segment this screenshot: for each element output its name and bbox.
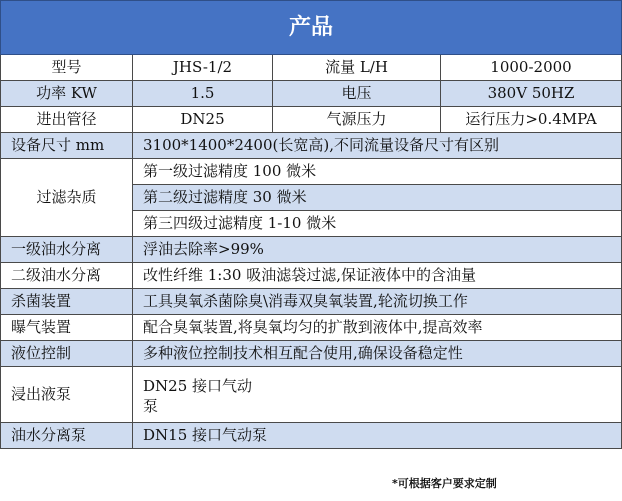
table-row bbox=[1, 55, 622, 81]
row-label-dimensions: 设备尺寸 mm bbox=[1, 133, 133, 159]
row-label-aeration: 曝气装置 bbox=[1, 315, 133, 341]
row-label-separation-pump: 油水分离泵 bbox=[1, 423, 133, 449]
row-label-primary-separation: 一级油水分离 bbox=[1, 237, 133, 263]
filtration-stage-3: 第三四级过滤精度 1-10 微米 bbox=[133, 211, 622, 237]
row-value-air-pressure: 运行压力>0.4MPA bbox=[441, 107, 622, 133]
row-label-leachate-pump: 浸出液泵 bbox=[1, 367, 133, 423]
row-label-level-control: 液位控制 bbox=[1, 341, 133, 367]
table-row bbox=[1, 237, 622, 263]
row-value-voltage: 380V 50HZ bbox=[441, 81, 622, 107]
row-label-power: 功率 KW bbox=[1, 81, 133, 107]
custom-footnote: *可根据客户要求定制 bbox=[392, 477, 497, 490]
row-value-flow: 1000-2000 bbox=[441, 55, 622, 81]
row-value-aeration: 配合臭氧装置,将臭氧均匀的扩散到液体中,提高效率 bbox=[133, 315, 622, 341]
table-row bbox=[1, 107, 622, 133]
row-label-model: 型号 bbox=[1, 55, 133, 81]
filtration-stage-1: 第一级过滤精度 100 微米 bbox=[133, 159, 622, 185]
table-row bbox=[1, 81, 622, 107]
row-value-sterilization: 工具臭氧杀菌除臭\消毒双臭氧装置,轮流切换工作 bbox=[133, 289, 622, 315]
table-row bbox=[1, 263, 622, 289]
row-label-flow: 流量 L/H bbox=[273, 55, 441, 81]
leachate-pump-line-1: DN25 接口气动 bbox=[143, 376, 253, 395]
table-row bbox=[1, 423, 622, 449]
row-value-level-control: 多种液位控制技术相互配合使用,确保设备稳定性 bbox=[133, 341, 622, 367]
leachate-pump-line-2: 泵 bbox=[143, 396, 159, 415]
table-row bbox=[1, 315, 622, 341]
row-label-voltage: 电压 bbox=[273, 81, 441, 107]
row-value-power: 1.5 bbox=[133, 81, 273, 107]
table-row bbox=[1, 133, 622, 159]
table-header-row bbox=[1, 1, 622, 55]
table-row bbox=[1, 289, 622, 315]
row-label-secondary-separation: 二级油水分离 bbox=[1, 263, 133, 289]
row-label-pipe-diameter: 进出管径 bbox=[1, 107, 133, 133]
row-value-separation-pump: DN15 接口气动泵 bbox=[133, 423, 622, 449]
row-value-primary-separation: 浮油去除率>99% bbox=[133, 237, 622, 263]
table-title: 产品 bbox=[1, 1, 622, 55]
filtration-stage-2: 第二级过滤精度 30 微米 bbox=[133, 185, 622, 211]
table-row bbox=[1, 341, 622, 367]
row-label-sterilization: 杀菌装置 bbox=[1, 289, 133, 315]
row-label-filtration: 过滤杂质 bbox=[1, 159, 133, 237]
table-row bbox=[1, 159, 622, 185]
table-row bbox=[1, 367, 622, 423]
row-value-secondary-separation: 改性纤维 1:30 吸油滤袋过滤,保证液体中的含油量 bbox=[133, 263, 622, 289]
row-value-model: JHS-1/2 bbox=[133, 55, 273, 81]
row-value-leachate-pump bbox=[133, 367, 622, 423]
row-label-air-pressure: 气源压力 bbox=[273, 107, 441, 133]
row-value-pipe-diameter: DN25 bbox=[133, 107, 273, 133]
row-value-dimensions: 3100*1400*2400(长宽高),不同流量设备尺寸有区别 bbox=[133, 133, 622, 159]
